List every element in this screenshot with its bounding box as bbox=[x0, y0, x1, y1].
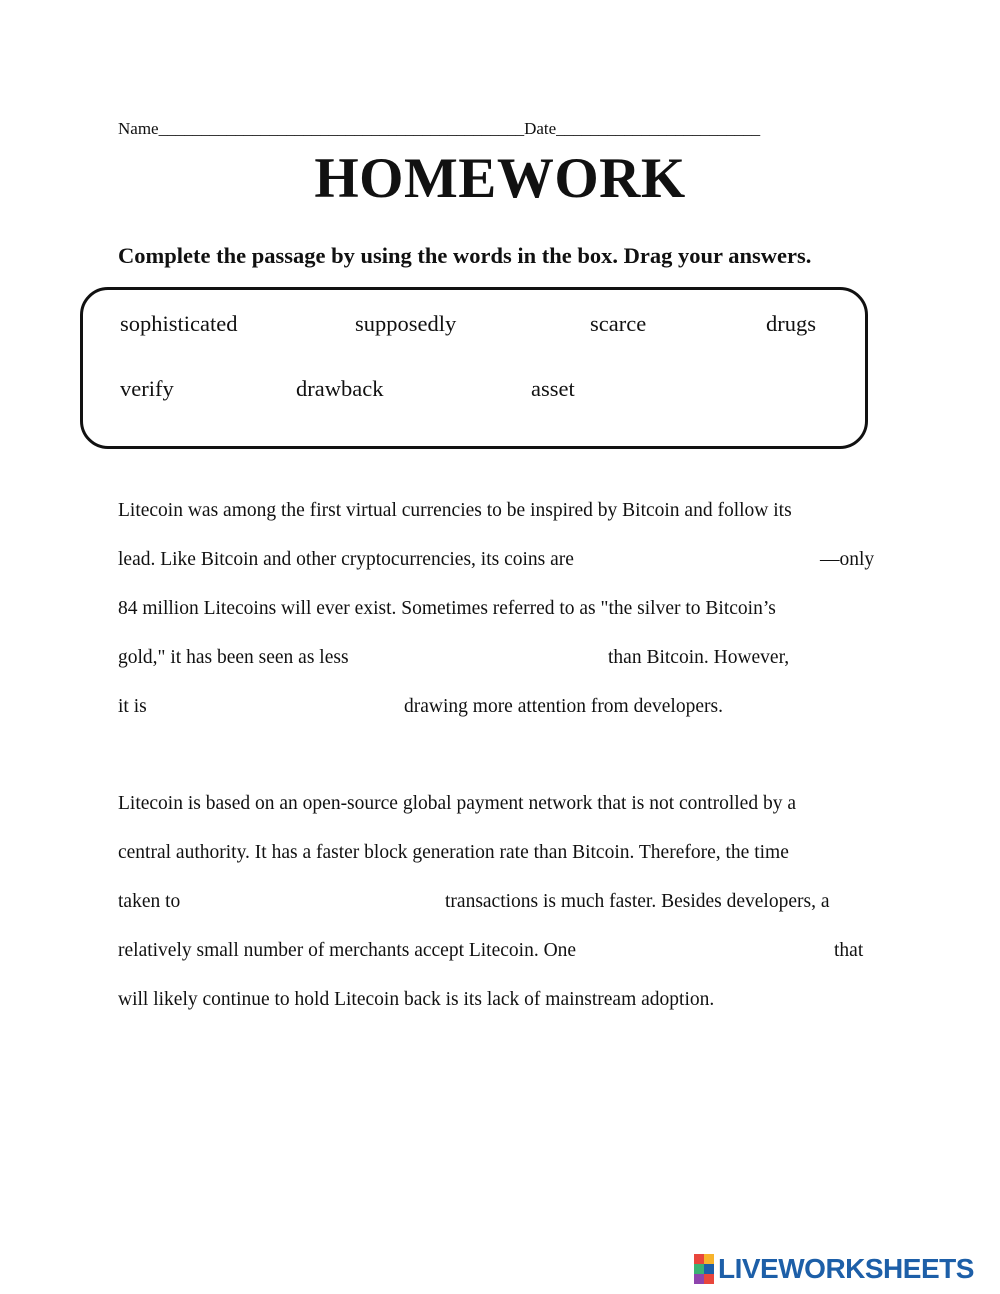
word-sophisticated[interactable]: sophisticated bbox=[120, 311, 238, 336]
liveworksheets-logo-text: LIVEWORKSHEETS bbox=[718, 1253, 974, 1284]
name-date-line bbox=[118, 119, 760, 139]
passage-1-line-3: 84 million Litecoins will ever exist. Sometimes referred to as "the silver to Bitcoin’s bbox=[118, 598, 776, 619]
word-drawback[interactable]: drawback bbox=[296, 376, 384, 401]
passage-2-line-1: Litecoin is based on an open-source global payment network that is not controlled by a bbox=[118, 793, 796, 814]
word-verify[interactable]: verify bbox=[120, 376, 174, 401]
passage-1-line-1: Litecoin was among the first virtual currencies to be inspired by Bitcoin and follow its bbox=[118, 500, 792, 521]
answer-blank-3[interactable] bbox=[156, 694, 398, 720]
passage-1-line-4b: than Bitcoin. However, bbox=[608, 647, 790, 668]
answer-blank-5[interactable] bbox=[622, 938, 828, 964]
passage-1-line-5b: drawing more attention from developers. bbox=[404, 696, 723, 717]
name-label: Name___________________________________________ bbox=[118, 119, 525, 138]
word-drugs[interactable]: drugs bbox=[766, 311, 816, 336]
word-scarce[interactable]: scarce bbox=[590, 311, 647, 336]
passage-2-line-4b: that bbox=[834, 940, 864, 961]
passage-2-line-5: will likely continue to hold Litecoin back is its lack of mainstream adoption. bbox=[118, 989, 715, 1010]
date-label: Date________________________ bbox=[524, 119, 761, 138]
passage-2-line-3a: taken to bbox=[118, 891, 181, 912]
passage-2-line-4a: relatively small number of merchants accept Litecoin. One bbox=[118, 940, 577, 961]
word-bank bbox=[80, 287, 868, 449]
liveworksheets-logo-icon bbox=[694, 1254, 714, 1284]
answer-blank-1[interactable] bbox=[620, 547, 816, 573]
word-asset[interactable]: asset bbox=[531, 376, 575, 401]
passage-1-line-4a: gold," it has been seen as less bbox=[118, 647, 349, 668]
answer-blank-4[interactable] bbox=[192, 889, 438, 915]
passage-1-line-5a: it is bbox=[118, 696, 147, 717]
word-supposedly[interactable]: supposedly bbox=[355, 311, 457, 336]
page-title: HOMEWORK bbox=[314, 147, 686, 210]
passage-1-line-2b: —only bbox=[820, 549, 875, 570]
liveworksheets-logo bbox=[694, 1254, 974, 1284]
passage-2-line-3b: transactions is much faster. Besides developers, a bbox=[445, 891, 830, 912]
answer-blank-2[interactable] bbox=[374, 645, 602, 671]
passage-1-line-2a: lead. Like Bitcoin and other cryptocurrencies, its coins are bbox=[118, 549, 574, 570]
instructions: Complete the passage by using the words in the box. Drag your answers. bbox=[118, 243, 812, 268]
passage-2-line-2: central authority. It has a faster block generation rate than Bitcoin. Therefore, the time bbox=[118, 842, 789, 863]
